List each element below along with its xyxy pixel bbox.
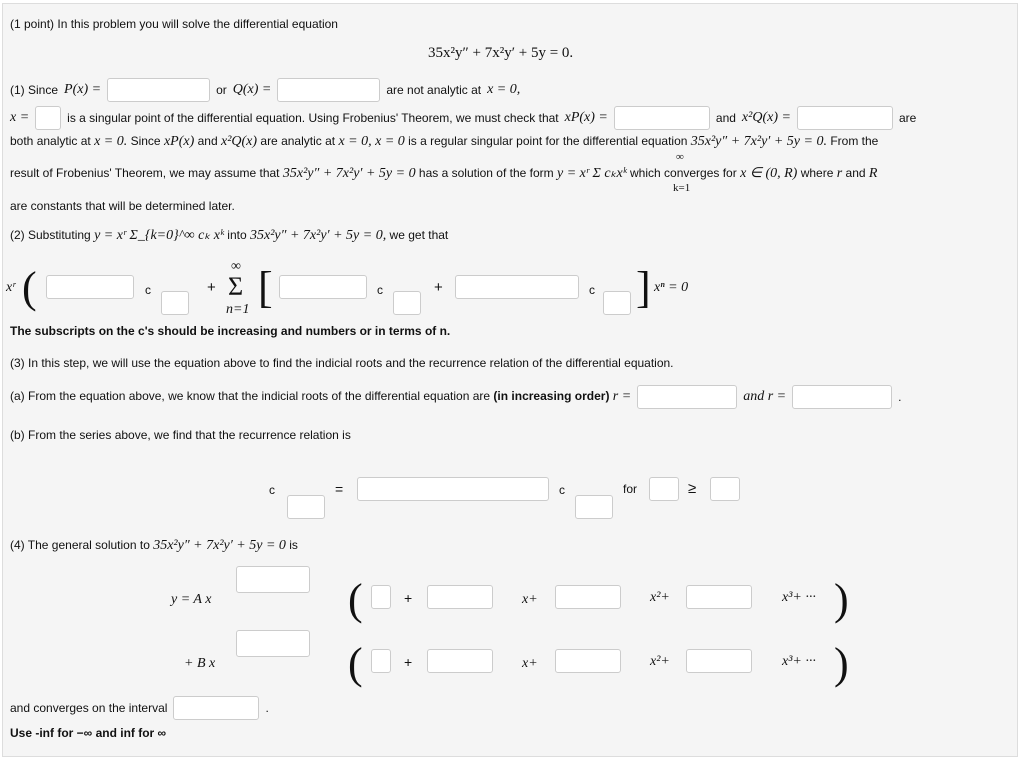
- subscript-input-3[interactable]: [603, 291, 631, 315]
- exponent-b-input[interactable]: [236, 630, 310, 657]
- sum-lower: n=1: [226, 302, 250, 317]
- a2-input[interactable]: [555, 585, 621, 609]
- n-min-input[interactable]: [710, 477, 740, 501]
- label: Q(x) =: [232, 82, 272, 97]
- label: + B x: [184, 656, 216, 671]
- label: x²Q(x) =: [741, 110, 791, 125]
- px-input[interactable]: [107, 78, 210, 102]
- label: are: [898, 111, 917, 125]
- label: and: [715, 111, 736, 125]
- label: for: [623, 482, 638, 496]
- label: or: [216, 83, 227, 97]
- coef-input-3[interactable]: [455, 275, 579, 299]
- label: are constants that will be determined later.: [10, 199, 235, 213]
- plus: +: [207, 279, 216, 296]
- c-label: c: [269, 483, 275, 497]
- part4-intro: (4) The general solution to 35x²y″ + 7x²y′ + 5y = 0 is: [10, 538, 298, 553]
- part2-line: (2) Substituting y = xʳ Σ_{k=0}^∞ cₖ xᵏ into 35x²y″ + 7x²y′ + 5y = 0, we get that: [10, 228, 449, 243]
- recurrence-coef-input[interactable]: [357, 477, 549, 501]
- line3: both analytic at x = 0. Since xP(x) and x²Q(x) are analytic at x = 0, x = 0 is a regular singular point for the differential equation 35x²y″ + 7x²y′ + 5y = 0. From the: [10, 134, 879, 149]
- paren: (: [348, 639, 363, 688]
- recurrence-subscript-left[interactable]: [287, 495, 325, 519]
- coef-input-2[interactable]: [279, 275, 367, 299]
- c-label: c: [377, 283, 383, 297]
- label: x³+ ···: [782, 654, 816, 669]
- plus: +: [404, 590, 413, 606]
- subscript-input-1[interactable]: [161, 291, 189, 315]
- paren: ): [834, 575, 849, 624]
- root1-input[interactable]: [637, 385, 737, 409]
- singular-point-input[interactable]: [35, 106, 61, 130]
- left-paren: (: [22, 263, 37, 312]
- b2-input[interactable]: [555, 649, 621, 673]
- equals: =: [335, 481, 344, 497]
- interval-input[interactable]: [173, 696, 259, 720]
- b0-input[interactable]: [371, 649, 391, 673]
- a0-input[interactable]: [371, 585, 391, 609]
- paren: ): [834, 639, 849, 688]
- label: x³+ ···: [782, 590, 816, 605]
- label: x+: [522, 592, 538, 607]
- label: P(x) =: [64, 82, 102, 97]
- label: x²+: [650, 590, 670, 605]
- label: and r =: [743, 389, 787, 404]
- indicial-row: [10, 384, 907, 410]
- indicial-text: (a) From the equation above, we know that the indicial roots of the differential equation are (in increasing order) r =: [10, 389, 632, 404]
- part1-row2: [10, 105, 922, 131]
- a3-input[interactable]: [686, 585, 752, 609]
- subscript-note: The subscripts on the c's should be increasing and numbers or in terms of n.: [10, 324, 451, 338]
- c-label: c: [589, 283, 595, 297]
- interval-row: [10, 695, 275, 721]
- inf-note: Use -inf for −∞ and inf for ∞: [10, 726, 167, 740]
- plus: +: [434, 279, 443, 296]
- sum-upper: ∞: [676, 151, 684, 163]
- label: (3) In this step, we will use the equation above to find the indicial roots and the recurrence relation of the differential equation.: [10, 356, 674, 370]
- c-label: c: [559, 483, 565, 497]
- label: x =: [10, 110, 30, 125]
- line4: result of Frobenius' Theorem, we may assume that 35x²y″ + 7x²y′ + 5y = 0 has a solution of the form y = xʳ Σ cₖxᵏ which converges for x ∈ (0, R) where r and R: [10, 166, 878, 181]
- root2-input[interactable]: [792, 385, 892, 409]
- ge: ≥: [688, 480, 697, 497]
- c-label: c: [145, 283, 151, 297]
- subscript-input-2[interactable]: [393, 291, 421, 315]
- part1-row1: [10, 77, 526, 103]
- sum-upper: ∞: [231, 259, 241, 274]
- coef-input-1[interactable]: [46, 275, 134, 299]
- intro-text: (1 point) In this problem you will solve the differential equation: [10, 17, 338, 31]
- label: y = A x: [171, 592, 212, 607]
- right-bracket: ]: [636, 263, 651, 312]
- main-equation: 35x²y″ + 7x²y′ + 5y = 0.: [428, 45, 574, 61]
- left-bracket: [: [258, 263, 273, 312]
- label: xP(x) =: [564, 110, 608, 125]
- recurrence-subscript-right[interactable]: [575, 495, 613, 519]
- exponent-a-input[interactable]: [236, 566, 310, 593]
- x2qx-input[interactable]: [797, 106, 893, 130]
- label: are not analytic at: [386, 83, 482, 97]
- sum-lower: k=1: [673, 182, 691, 194]
- n-var-input[interactable]: [649, 477, 679, 501]
- label: (b) From the series above, we find that the recurrence relation is: [10, 428, 351, 442]
- label: .: [898, 390, 902, 404]
- b3-input[interactable]: [686, 649, 752, 673]
- label: x+: [522, 656, 538, 671]
- paren: (: [348, 575, 363, 624]
- label: x = 0,: [487, 82, 521, 97]
- xpx-input[interactable]: [614, 106, 710, 130]
- label: and converges on the interval: [10, 701, 168, 715]
- a1-input[interactable]: [427, 585, 493, 609]
- xr: xʳ: [6, 280, 16, 295]
- xn-eq: xⁿ = 0: [654, 280, 689, 295]
- label: (1) Since: [10, 83, 59, 97]
- plus: +: [404, 654, 413, 670]
- sigma-icon: Σ: [228, 272, 244, 301]
- label: x²+: [650, 654, 670, 669]
- label: is a singular point of the differential equation. Using Frobenius' Theorem, we must check that: [67, 111, 559, 125]
- qx-input[interactable]: [277, 78, 380, 102]
- label: .: [265, 701, 269, 715]
- b1-input[interactable]: [427, 649, 493, 673]
